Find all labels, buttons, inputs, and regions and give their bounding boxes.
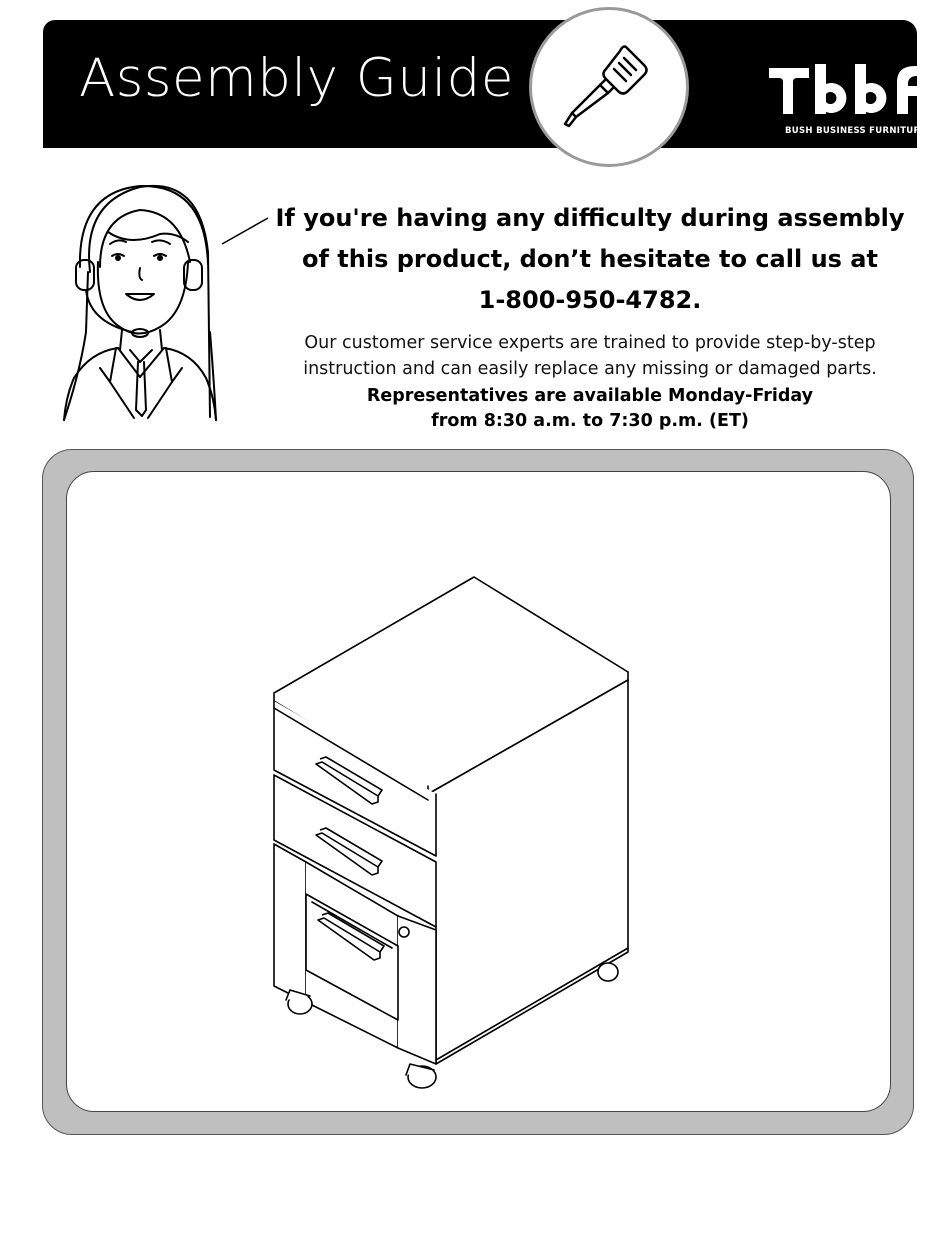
page-title: Assembly Guide — [79, 48, 514, 109]
speech-line — [222, 218, 268, 244]
screwdriver-icon — [532, 10, 692, 170]
mobile-file-cabinet-icon — [260, 570, 640, 1100]
support-hours-line: from 8:30 a.m. to 7:30 p.m. (ET) — [431, 411, 749, 431]
support-hours-line: Representatives are available Monday-Friday — [366, 386, 814, 406]
header-banner — [43, 20, 927, 148]
support-headline-line: If you're having any difficulty during assembly — [275, 204, 905, 232]
brand-logo — [769, 62, 939, 142]
support-headline — [270, 198, 910, 321]
support-phone-number: 1-800-950-4782. — [478, 286, 702, 314]
screwdriver-badge — [529, 7, 689, 167]
support-headline-line: of this product, don’t hesitate to call us at — [302, 245, 878, 273]
support-description — [270, 330, 910, 382]
support-description-line: Our customer service experts are trained to provide step-by-step — [304, 333, 876, 353]
brand-tagline: BUSH BUSINESS FURNITURE — [785, 126, 927, 136]
headset-agent-icon — [60, 172, 275, 422]
bbf-logo-icon — [769, 62, 939, 126]
support-description-line: instruction and can easily replace any missing or damaged parts. — [303, 359, 877, 379]
support-hours — [270, 384, 910, 434]
